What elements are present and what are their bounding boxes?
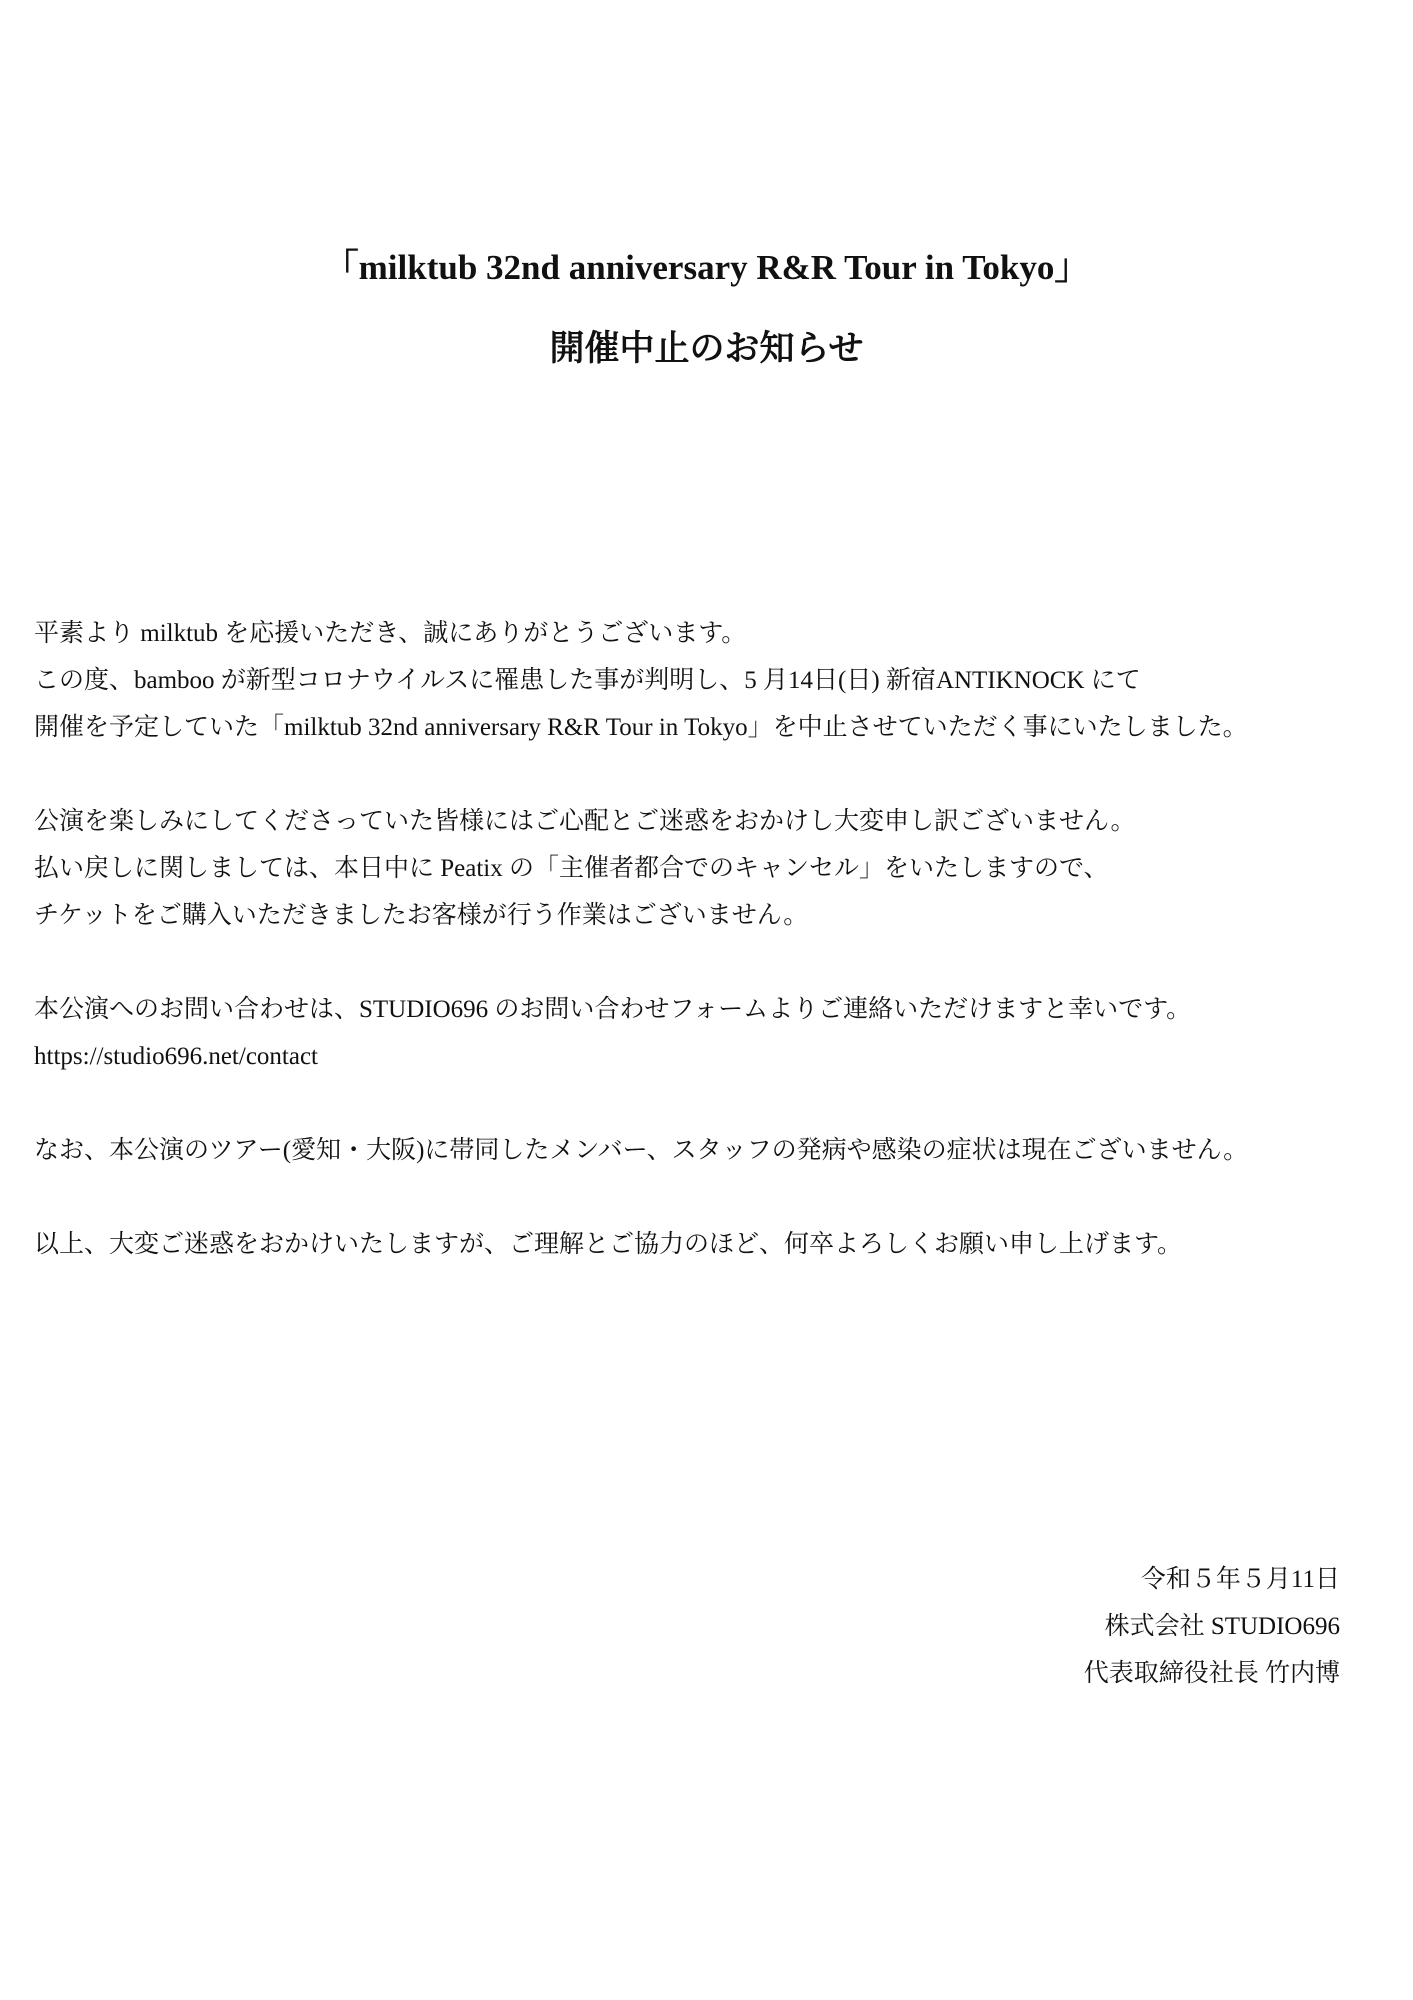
body-line: チケットをご購入いただきましたお客様が行う作業はございません。 [34, 902, 809, 929]
body-line: なお、本公演のツアー(愛知・大阪)に帯同したメンバー、スタッフの発病や感染の症状は現在ございません。 [34, 1137, 1249, 1164]
paragraph-tour-health [34, 1127, 1404, 1174]
title-line-event: 「milktub 32nd anniversary R&R Tour in Tokyo」 [323, 248, 1090, 287]
body-line: 払い戻しに関しましては、本日中に Peatix の「主催者都合でのキャンセル」をいたしますので、 [34, 855, 1109, 882]
body-line: 平素より milktub を応援いただき、誠にありがとうございます。 [34, 620, 747, 647]
signature-block [1084, 1556, 1340, 1697]
notice-title [0, 250, 1413, 366]
body-line: 開催を予定していた「milktub 32nd anniversary R&R Tour in Tokyo」を中止させていただく事にいたしました。 [34, 714, 1248, 741]
body-line: 本公演へのお問い合わせは、STUDIO696 のお問い合わせフォームよりご連絡いただけますと幸いです。 [34, 996, 1192, 1023]
notice-body [34, 610, 1404, 1315]
signature-representative: 代表取締役社長 竹内博 [1083, 1660, 1340, 1687]
title-line-cancellation: 開催中止のお知らせ [549, 329, 864, 368]
paragraph-apology-refund [34, 798, 1404, 939]
paragraph-greeting [34, 610, 1404, 751]
body-line: 以上、大変ご迷惑をおかけいたしますが、ご理解とご協力のほど、何卒よろしくお願い申し上げます。 [34, 1231, 1183, 1258]
paragraph-contact [34, 986, 1404, 1080]
signature-date: 令和５年５月11日 [1140, 1566, 1340, 1593]
paragraph-closing [34, 1221, 1404, 1268]
contact-url: https://studio696.net/contact [34, 1043, 318, 1070]
signature-company: 株式会社 STUDIO696 [1104, 1613, 1340, 1640]
body-line: この度、bamboo が新型コロナウイルスに罹患した事が判明し、5 月14日(日) 新宿ANTIKNOCK にて [34, 667, 1141, 694]
body-line: 公演を楽しみにしてくださっていた皆様にはご心配とご迷惑をおかけし大変申し訳ございません。 [34, 808, 1136, 835]
